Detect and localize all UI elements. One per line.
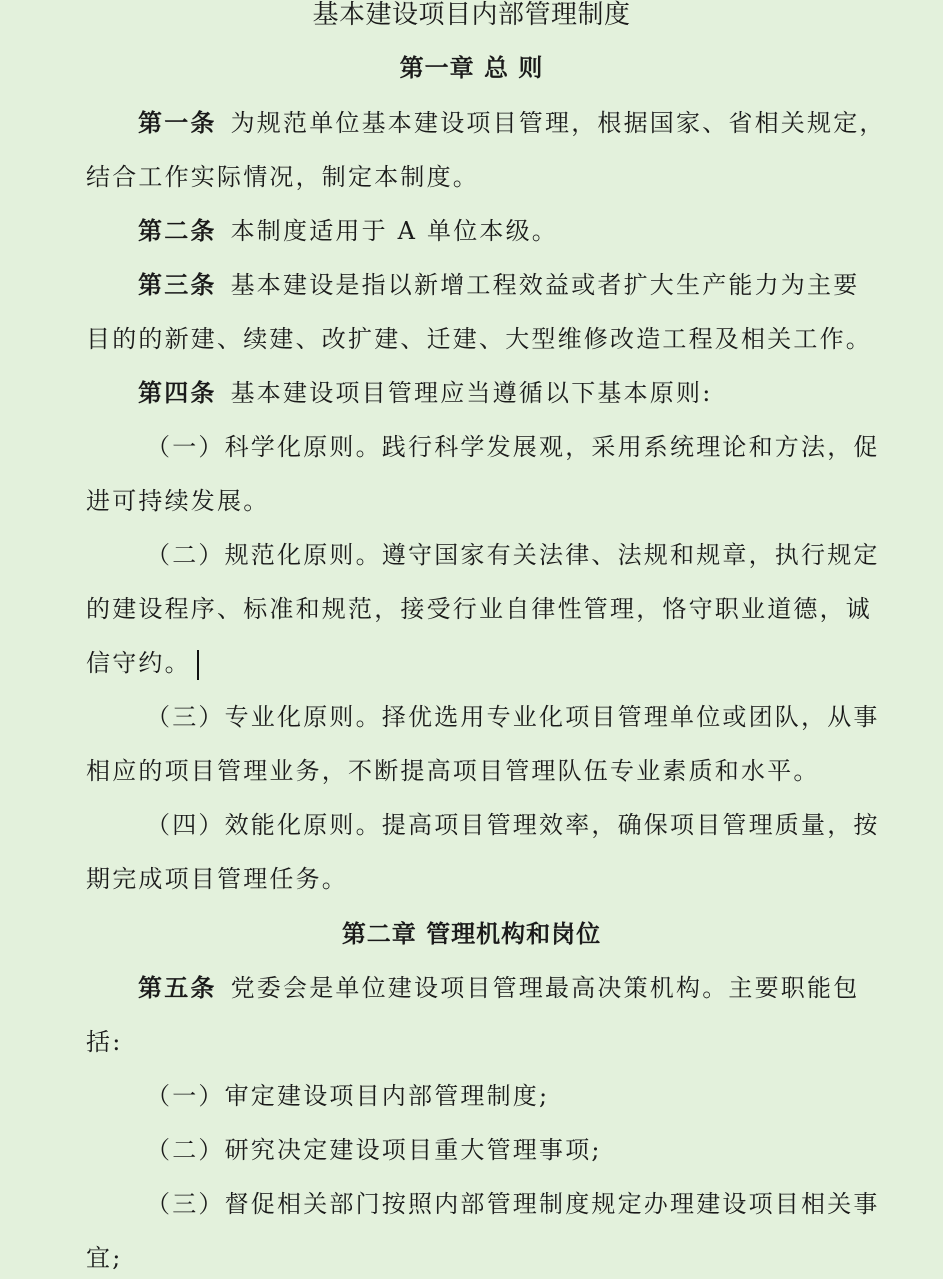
- article-1-line-1: [138, 103, 886, 143]
- chapter-1-heading: 第一章 总 则: [399, 53, 544, 82]
- principle-1-line-2: 进可持续发展。: [86, 487, 270, 515]
- function-1: （一）审定建设项目内部管理制度;: [146, 1082, 550, 1110]
- article-number: 第二条: [138, 217, 217, 245]
- principle-3-line-2: 相应的项目管理业务，不断提高项目管理队伍专业素质和水平。: [86, 757, 820, 785]
- article-number: 第一条: [138, 109, 217, 137]
- article-2-line-1: [138, 211, 876, 251]
- document-title: 基本建设项目内部管理制度: [312, 0, 631, 30]
- article-text: 本制度适用于 A 单位本级。: [230, 217, 558, 245]
- article-number: 第五条: [138, 974, 217, 1002]
- principle-2-line-3: [86, 643, 876, 683]
- article-3-line-1: [138, 265, 876, 305]
- article-text: 基本建设是指以新增工程效益或者扩大生产能力为主要: [230, 271, 860, 299]
- article-3-line-2: 目的的新建、续建、改扩建、迁建、大型维修改造工程及相关工作。: [86, 325, 872, 353]
- principle-2-line-3-text: 信守约。: [86, 649, 191, 677]
- principle-1-line-1: （一）科学化原则。践行科学发展观，采用系统理论和方法，促: [146, 433, 880, 461]
- principle-3-line-1: （三）专业化原则。择优选用专业化项目管理单位或团队，从事: [146, 703, 880, 731]
- text-cursor: [197, 650, 199, 680]
- principle-4-line-2: 期完成项目管理任务。: [86, 865, 348, 893]
- principle-2-line-2: 的建设程序、标准和规范，接受行业自律性管理，恪守职业道德，诚: [86, 595, 872, 623]
- article-5-line-2: 括:: [86, 1028, 123, 1056]
- article-number: 第三条: [138, 271, 217, 299]
- chapter-2-heading: 第二章 管理机构和岗位: [341, 919, 602, 948]
- article-4-line-1: [138, 373, 876, 413]
- function-3-line-1: （三）督促相关部门按照内部管理制度规定办理建设项目相关事: [146, 1190, 880, 1218]
- article-5-line-1: [138, 968, 876, 1008]
- article-text: 基本建设项目管理应当遵循以下基本原则:: [230, 379, 713, 407]
- function-2: （二）研究决定建设项目重大管理事项;: [146, 1136, 602, 1164]
- principle-2-line-1: （二）规范化原则。遵守国家有关法律、法规和规章，执行规定: [146, 541, 880, 569]
- article-1-line-2: 结合工作实际情况，制定本制度。: [86, 163, 479, 191]
- article-text: 为规范单位基本建设项目管理，根据国家、省相关规定，: [230, 109, 886, 137]
- article-number: 第四条: [138, 379, 217, 407]
- article-text: 党委会是单位建设项目管理最高决策机构。主要职能包: [230, 974, 860, 1002]
- function-3-line-2: 宜;: [86, 1244, 123, 1272]
- principle-4-line-1: （四）效能化原则。提高项目管理效率，确保项目管理质量，按: [146, 811, 880, 839]
